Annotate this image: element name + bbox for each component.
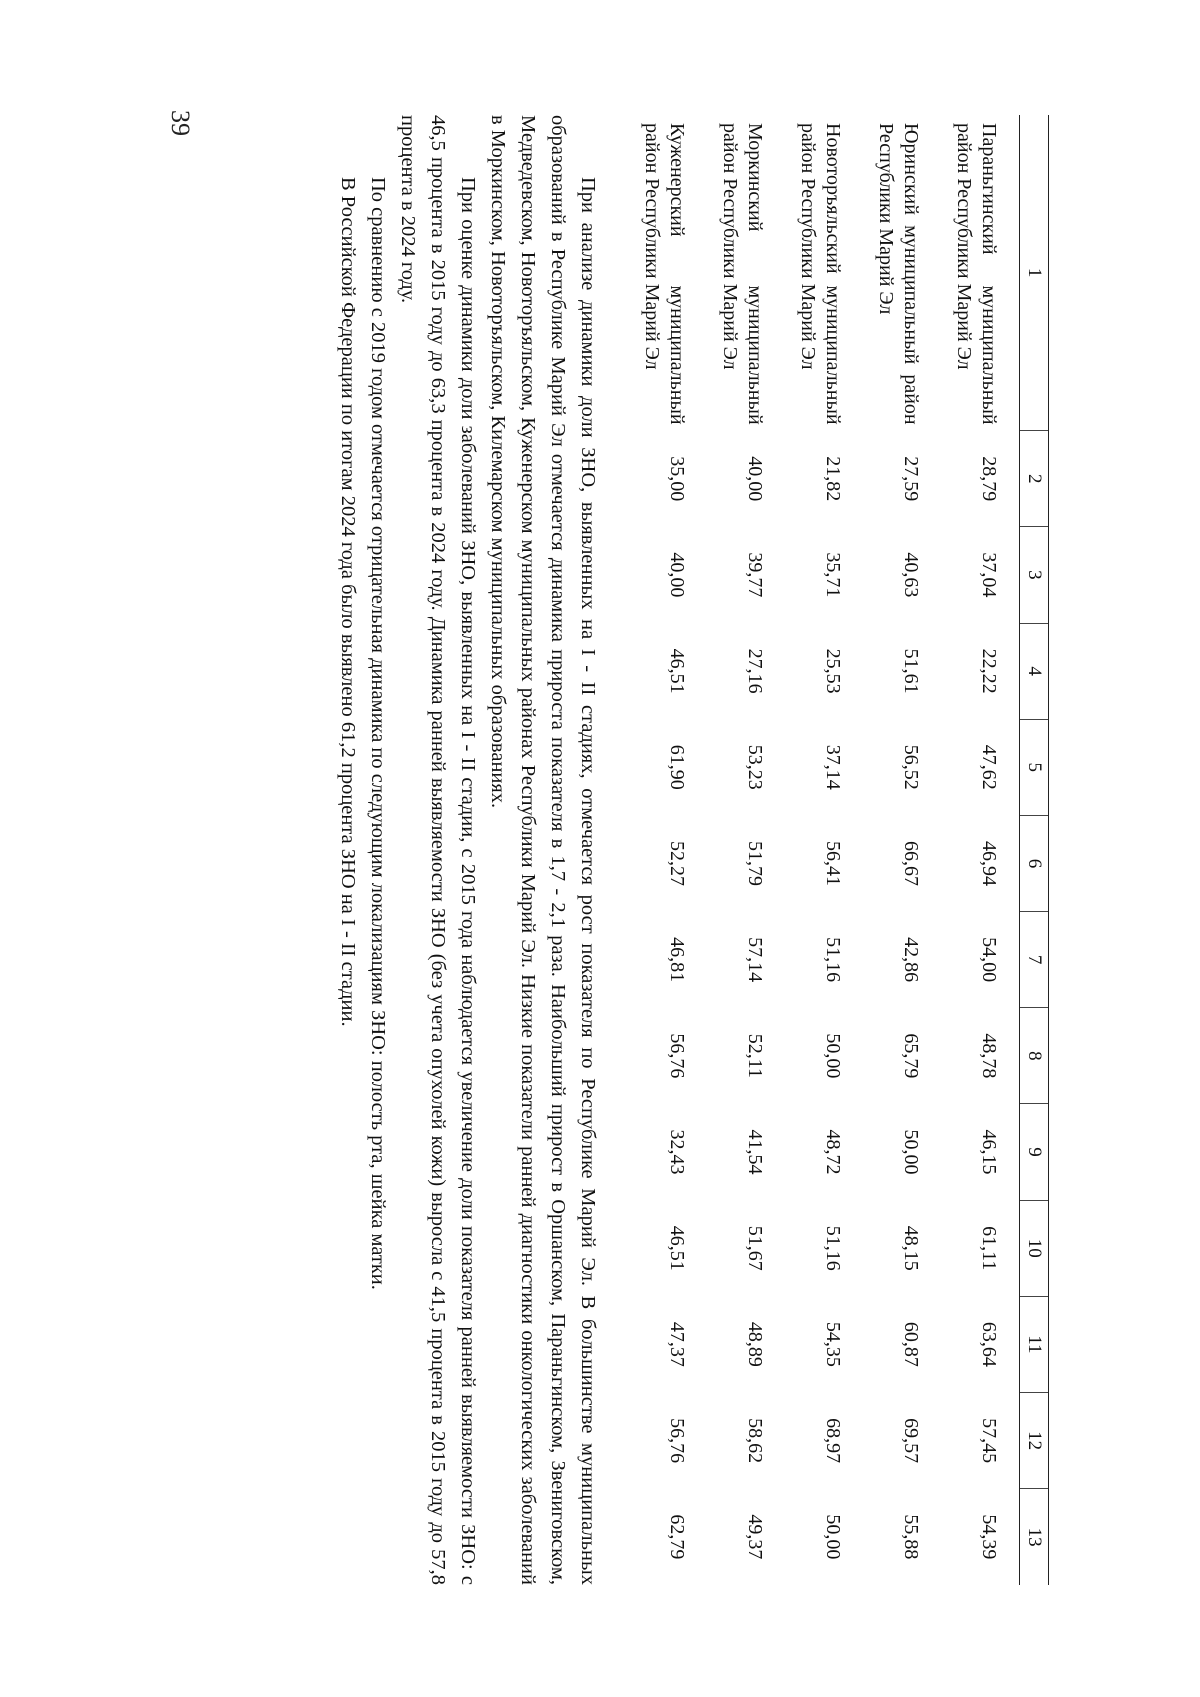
- table-cell: 42,86: [900, 937, 922, 983]
- table-cell: 51,61: [900, 648, 922, 694]
- table-cell: 69,57: [900, 1418, 922, 1464]
- table-cell: 46,94: [978, 840, 1000, 886]
- column-header: 5: [1020, 719, 1049, 815]
- table-cell: 47,62: [978, 744, 1000, 790]
- district-name: Новоторъяльский муниципальный район Республики Марий Эл: [797, 123, 844, 425]
- table-cell: 66,67: [900, 840, 922, 886]
- table-row: [707, 115, 785, 1585]
- table-cell: 51,79: [744, 840, 766, 886]
- column-header: 9: [1020, 1104, 1049, 1200]
- paragraph: В Российской Федерации по итогам 2024 года было выявлено 61,2 процента ЗНО на I - II стадии.: [337, 177, 359, 1027]
- table-cell: 48,89: [744, 1321, 766, 1367]
- table-cell: 50,00: [900, 1129, 922, 1175]
- column-header: 2: [1020, 431, 1049, 527]
- table-cell: 41,54: [744, 1129, 766, 1175]
- table-cell: 35,00: [666, 456, 688, 502]
- table-cell: 55,88: [900, 1514, 922, 1560]
- table-cell: 56,52: [900, 744, 922, 790]
- paragraph: По сравнению с 2019 годом отмечается отрицательная динамика по следующим локализациям ЗНО: полость рта, шейка матки.: [367, 177, 389, 1290]
- table-cell: 57,14: [744, 937, 766, 983]
- district-name: Юринский муниципальный район Республики Марий Эл: [875, 123, 922, 425]
- table-cell: 37,04: [978, 552, 1000, 598]
- table-cell: 46,51: [666, 648, 688, 694]
- column-header: 11: [1020, 1296, 1049, 1392]
- table-cell: 39,77: [744, 552, 766, 598]
- table-cell: 56,41: [822, 840, 844, 886]
- table-cell: 40,63: [900, 552, 922, 598]
- table-cell: 54,39: [978, 1514, 1000, 1560]
- table-cell: 62,79: [666, 1514, 688, 1560]
- table-cell: 46,51: [666, 1225, 688, 1271]
- table-cell: 27,59: [900, 456, 922, 502]
- paragraph: При оценке динамики доли заболеваний ЗНО, выявленных на I - II стадии, с 2015 года наблюдается увеличение доли показателя ранней выявляемости ЗНО: с 46,5 процента в 2015 году до 63,3 процента в 2024 году. Динамика ранней выявляемости ЗНО (без учета опухолей кожи) выросла с 41,5 процента в 2015 году до 57,8 процента в 2024 году.: [397, 115, 479, 1585]
- table-cell: 27,16: [744, 648, 766, 694]
- table-cell: 63,64: [978, 1321, 1000, 1367]
- table-cell: 53,23: [744, 744, 766, 790]
- table-cell: 46,81: [666, 937, 688, 983]
- table-cell: 51,16: [822, 1225, 844, 1271]
- table-cell: 68,97: [822, 1418, 844, 1464]
- district-name: Моркинский муниципальный район Республики Марий Эл: [719, 123, 766, 425]
- table-row: [785, 115, 863, 1585]
- paragraph: При анализе динамики доли ЗНО, выявленных на I - II стадиях, отмечается рост показателя по Республике Марий Эл. В большинстве муниципальных образований в Республике Марий Эл отмечается динамика прироста показателя в 1,7 - 2,1 раза. Наибольший прирост в Оршанском, Параньгинском, Звениговском, Медведевском, Новоторъяльском, Куженерском муниципальных районах Республики Марий Эл. Низкие показатели ранней диагностики онкологических заболеваний в Моркинском, Новоторъяльском, Килемарском муниципальных образованиях.: [487, 115, 599, 1585]
- column-header: 7: [1020, 912, 1049, 1008]
- table-cell: 40,00: [666, 552, 688, 598]
- table-cell: 57,45: [978, 1418, 1000, 1464]
- table-cell: 56,76: [666, 1033, 688, 1079]
- table-cell: 61,11: [978, 1226, 1000, 1271]
- statistics-table: [629, 115, 1049, 1585]
- table-row: [941, 115, 1020, 1585]
- table-cell: 56,76: [666, 1418, 688, 1464]
- table-cell: 51,67: [744, 1225, 766, 1271]
- table-cell: 35,71: [822, 552, 844, 598]
- table-header-row: [1020, 115, 1049, 1585]
- column-header: 12: [1020, 1393, 1049, 1489]
- table-cell: 52,27: [666, 840, 688, 886]
- column-header: 6: [1020, 815, 1049, 911]
- rotated-content: [219, 115, 1049, 1585]
- table-cell: 50,00: [822, 1514, 844, 1560]
- table-cell: 58,62: [744, 1418, 766, 1464]
- page-number: 39: [166, 110, 195, 136]
- table-cell: 28,79: [978, 456, 1000, 502]
- column-header: 4: [1020, 623, 1049, 719]
- table-cell: 50,00: [822, 1033, 844, 1079]
- table-row: [863, 115, 941, 1585]
- table-cell: 22,22: [978, 648, 1000, 694]
- table-cell: 51,16: [822, 937, 844, 983]
- table-cell: 48,72: [822, 1129, 844, 1175]
- table-cell: 25,53: [822, 648, 844, 694]
- column-header: 13: [1020, 1489, 1049, 1585]
- district-name: Куженерский муниципальный район Республики Марий Эл: [641, 123, 688, 425]
- table-cell: 37,14: [822, 744, 844, 790]
- table-cell: 54,35: [822, 1321, 844, 1367]
- column-header: 8: [1020, 1008, 1049, 1104]
- table-cell: 52,11: [744, 1033, 766, 1078]
- column-header: 3: [1020, 527, 1049, 623]
- table-cell: 21,82: [822, 456, 844, 502]
- table-cell: 32,43: [666, 1129, 688, 1175]
- table-cell: 40,00: [744, 456, 766, 502]
- column-header: 1: [1020, 115, 1049, 431]
- table-cell: 48,15: [900, 1225, 922, 1271]
- table-cell: 49,37: [744, 1514, 766, 1560]
- table-cell: 60,87: [900, 1321, 922, 1367]
- table-cell: 65,79: [900, 1033, 922, 1079]
- table-cell: 47,37: [666, 1321, 688, 1367]
- column-header: 10: [1020, 1200, 1049, 1296]
- body-text: [333, 115, 603, 1585]
- table-row: [629, 115, 707, 1585]
- district-name: Параньгинский муниципальный район Республики Марий Эл: [953, 123, 1000, 425]
- table-cell: 54,00: [978, 937, 1000, 983]
- table-cell: 48,78: [978, 1033, 1000, 1079]
- table-cell: 61,90: [666, 744, 688, 790]
- table-cell: 46,15: [978, 1129, 1000, 1175]
